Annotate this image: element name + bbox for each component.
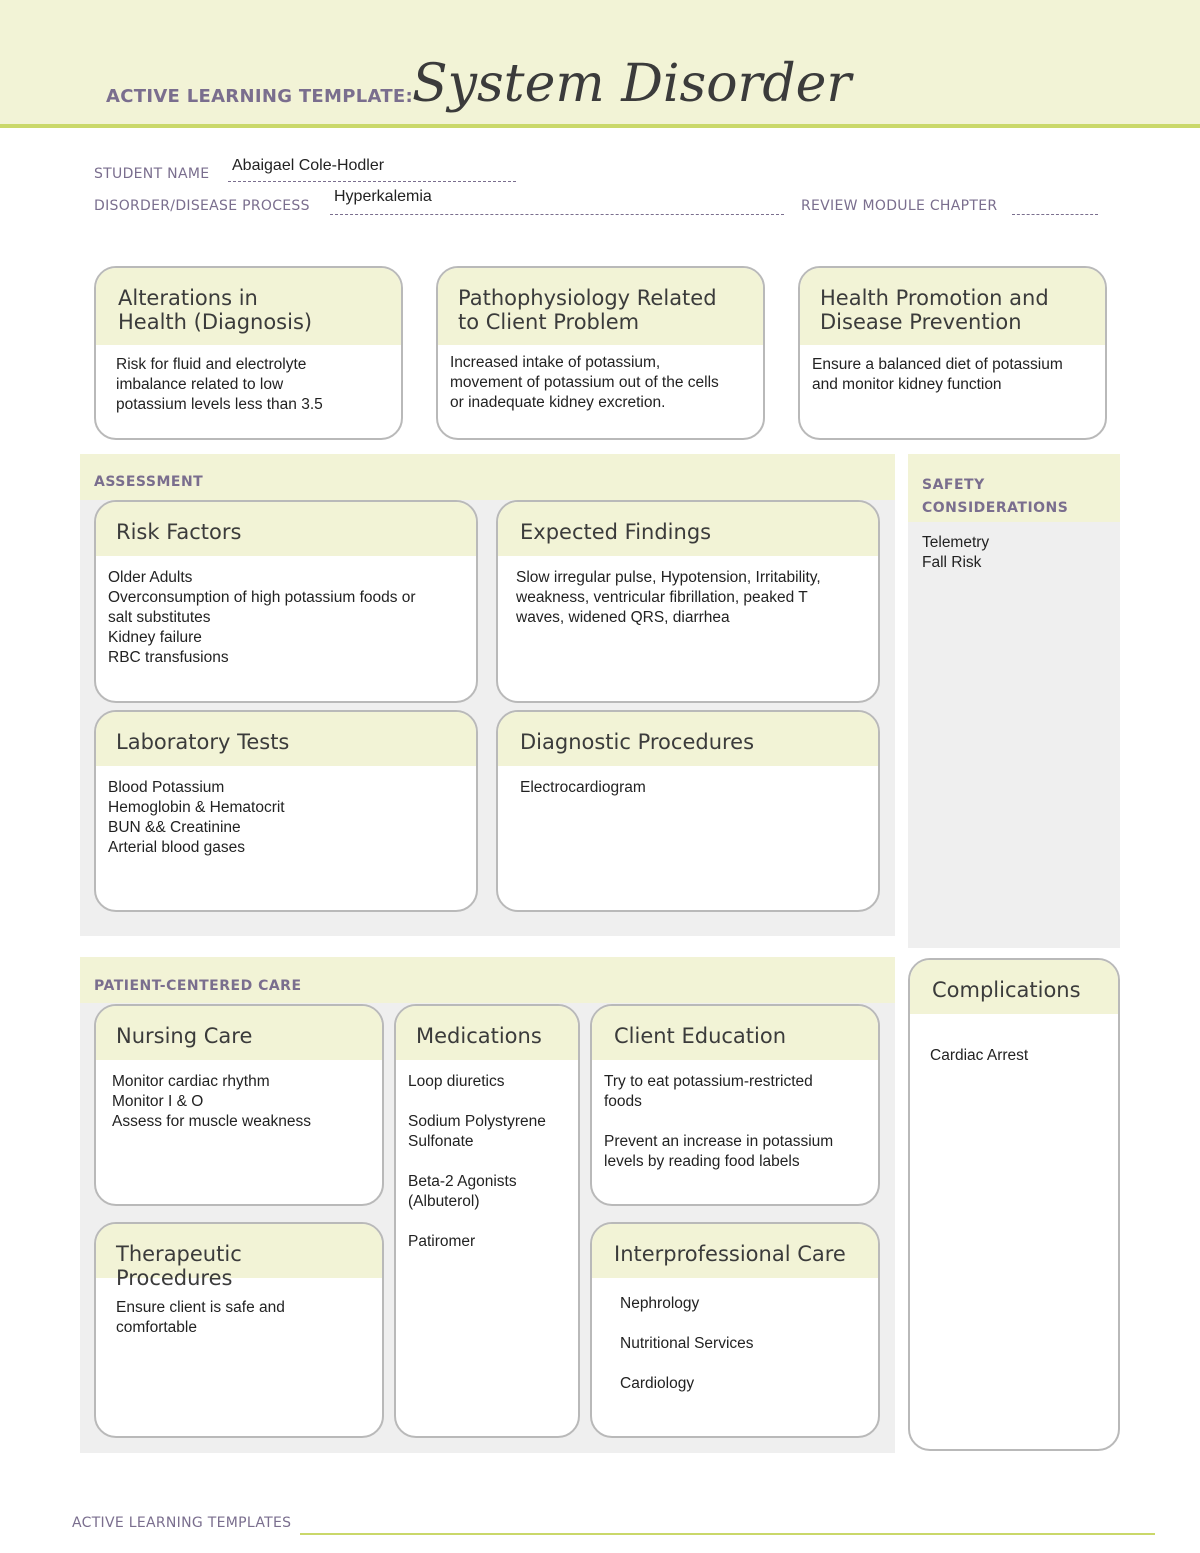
nursing-care-text[interactable]: Monitor cardiac rhythm Monitor I & O Assess for muscle weakness bbox=[112, 1073, 311, 1130]
safety-panel bbox=[908, 454, 1120, 948]
complications-card bbox=[908, 958, 1120, 1451]
risk-factors-text[interactable]: Older Adults Overconsumption of high potassium foods or salt substitutes Kidney failure RBC transfusions bbox=[108, 569, 416, 666]
diagnostic-procedures-title: Diagnostic Procedures bbox=[498, 712, 878, 766]
expected-findings-card bbox=[496, 500, 880, 703]
health-promotion-text[interactable]: Ensure a balanced diet of potassium and monitor kidney function bbox=[812, 356, 1063, 393]
diagnostic-procedures-text[interactable]: Electrocardiogram bbox=[520, 779, 646, 796]
risk-factors-title: Risk Factors bbox=[96, 502, 476, 556]
expected-findings-title: Expected Findings bbox=[498, 502, 878, 556]
complications-title: Complications bbox=[910, 960, 1118, 1014]
alterations-card bbox=[94, 266, 403, 440]
alterations-title: Alterations in Health (Diagnosis) bbox=[96, 268, 401, 345]
client-education-text[interactable]: Try to eat potassium-restricted foods Prevent an increase in potassium levels by reading food labels bbox=[604, 1073, 834, 1170]
patient-care-title: PATIENT-CENTERED CARE bbox=[94, 978, 302, 994]
pathophysiology-text[interactable]: Increased intake of potassium, movement of potassium out of the cells or inadequate kidney excretion. bbox=[450, 354, 719, 411]
therapeutic-procedures-title: Therapeutic Procedures bbox=[96, 1224, 382, 1278]
expected-findings-text[interactable]: Slow irregular pulse, Hypotension, Irritability, weakness, ventricular fibrillation, peaked T waves, widened QRS, diarrhea bbox=[516, 569, 821, 626]
disorder-line bbox=[330, 213, 784, 215]
medications-text[interactable]: Loop diuretics Sodium Polystyrene Sulfonate Beta-2 Agonists (Albuterol) Patiromer bbox=[408, 1073, 546, 1250]
template-title: System Disorder bbox=[412, 54, 852, 114]
review-chapter-label: REVIEW MODULE CHAPTER bbox=[801, 198, 998, 214]
laboratory-tests-card bbox=[94, 710, 478, 912]
safety-title: SAFETY CONSIDERATIONS bbox=[922, 477, 1069, 516]
interprofessional-care-text[interactable]: Nephrology Nutritional Services Cardiology bbox=[620, 1295, 754, 1392]
laboratory-tests-text[interactable]: Blood Potassium Hemoglobin & Hematocrit BUN && Creatinine Arterial blood gases bbox=[108, 779, 285, 856]
laboratory-tests-title: Laboratory Tests bbox=[96, 712, 476, 766]
client-education-title: Client Education bbox=[592, 1006, 878, 1060]
nursing-care-title: Nursing Care bbox=[96, 1006, 382, 1060]
alterations-text[interactable]: Risk for fluid and electrolyte imbalance related to low potassium levels less than 3.5 bbox=[116, 356, 323, 413]
medications-card bbox=[394, 1004, 580, 1438]
therapeutic-procedures-text[interactable]: Ensure client is safe and comfortable bbox=[116, 1299, 285, 1336]
diagnostic-procedures-card bbox=[496, 710, 880, 912]
therapeutic-procedures-card bbox=[94, 1222, 384, 1438]
footer-rule bbox=[300, 1533, 1155, 1535]
risk-factors-card bbox=[94, 500, 478, 703]
header-rule bbox=[0, 124, 1200, 128]
nursing-care-card bbox=[94, 1004, 384, 1206]
pathophysiology-title: Pathophysiology Related to Client Problem bbox=[438, 268, 763, 345]
safety-text[interactable]: Telemetry Fall Risk bbox=[922, 534, 990, 571]
student-name-line bbox=[228, 180, 516, 182]
template-label: ACTIVE LEARNING TEMPLATE: bbox=[106, 86, 413, 107]
disorder-value[interactable]: Hyperkalemia bbox=[334, 188, 432, 205]
interprofessional-care-card bbox=[590, 1222, 880, 1438]
medications-title: Medications bbox=[396, 1006, 578, 1060]
student-name-label: STUDENT NAME bbox=[94, 166, 210, 182]
footer-label: ACTIVE LEARNING TEMPLATES bbox=[72, 1515, 292, 1531]
student-name-value[interactable]: Abaigael Cole-Hodler bbox=[232, 157, 385, 174]
interprofessional-care-title: Interprofessional Care bbox=[592, 1224, 878, 1278]
complications-text[interactable]: Cardiac Arrest bbox=[930, 1047, 1029, 1064]
assessment-title: ASSESSMENT bbox=[94, 474, 204, 490]
pathophysiology-card bbox=[436, 266, 765, 440]
health-promotion-card bbox=[798, 266, 1107, 440]
review-chapter-line[interactable] bbox=[1012, 213, 1098, 215]
disorder-label: DISORDER/DISEASE PROCESS bbox=[94, 198, 310, 214]
health-promotion-title: Health Promotion and Disease Prevention bbox=[800, 268, 1105, 345]
client-education-card bbox=[590, 1004, 880, 1206]
